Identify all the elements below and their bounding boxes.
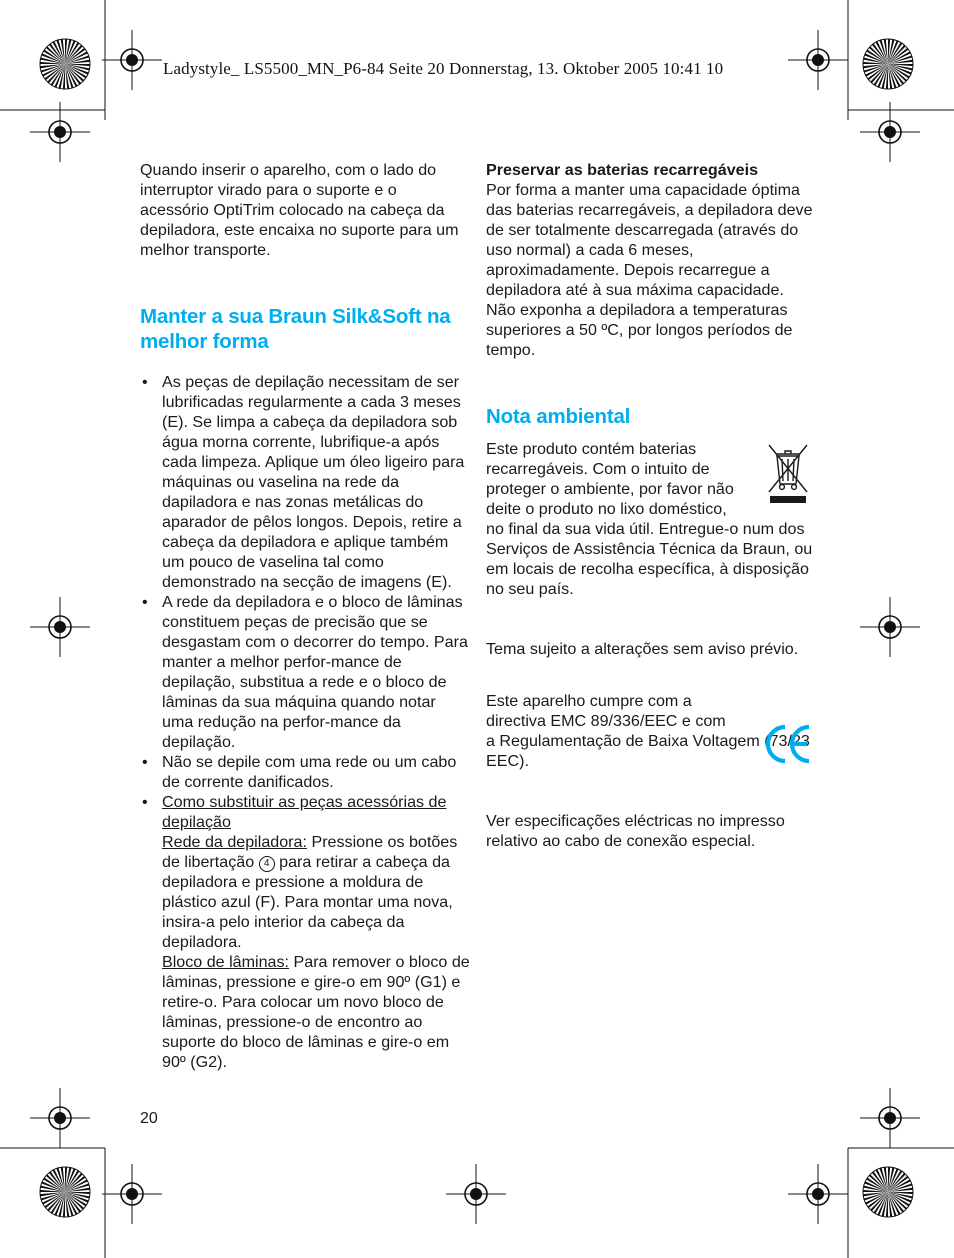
block-instructions	[162, 952, 470, 1072]
registration-mark-icon	[30, 597, 90, 657]
release-button-ref: 4	[259, 856, 275, 872]
registration-mark-icon	[30, 102, 90, 162]
foil-label: Rede da depiladora:	[162, 833, 307, 851]
list-item-replace-parts	[140, 792, 470, 1072]
battery-paragraph: Por forma a manter uma capacidade óptima das baterias recarregáveis, a depiladora deve de ser totalmente descarregada (através do uso normal) a cada 6 meses, aproximadamente. Depois recarregue a depiladora até à sua máxima capacidade. Não exponha a depiladora a temperaturas superiores a 50 ºC, por longos períodos de tempo.	[486, 181, 813, 359]
foil-text-1: Pressione os botões de libertação	[162, 833, 458, 871]
foil-instructions	[162, 832, 470, 952]
spec-notice: Ver especificações eléctricas no impresso relativo ao cabo de conexão especial.	[486, 812, 785, 850]
registration-mark-icon	[446, 1164, 506, 1224]
print-rosette-icon	[862, 38, 914, 90]
replace-parts-title: Como substituir as peças acessórias de depilação	[162, 793, 447, 831]
section-heading-care: Manter a sua Braun Silk&Soft na melhor forma	[140, 305, 451, 353]
crossed-out-wheelie-bin-icon	[766, 442, 810, 506]
section-heading-environment: Nota ambiental	[486, 405, 631, 428]
list-item: • As peças de depilação necessitam de ser lubrificadas regularmente a cada 3 meses (E). Se limpa a cabeça da depiladora sob água morna corrente, lubrifique-a após cada limpeza. Aplique um óleo ligeiro para máquinas ou vaselina na rede da dapiladora e nas zonas metálicas do aparador de pêlos longos. Depois, retire a cabeça da depiladora e aplique também um pouco de vaselina tal como demonstrado na secção de imagens (E).	[140, 372, 470, 592]
registration-mark-icon	[102, 30, 162, 90]
care-list	[140, 372, 470, 1072]
registration-mark-icon	[860, 1088, 920, 1148]
registration-mark-icon	[860, 597, 920, 657]
emc-paragraph-2: a Regulamentação de Baixa Voltagem (73/23 EEC).	[486, 732, 810, 770]
print-rosette-icon	[39, 1166, 91, 1218]
registration-mark-icon	[30, 1088, 90, 1148]
print-header: Ladystyle_ LS5500_MN_P6-84 Seite 20 Donnerstag, 13. Oktober 2005 10:41 10	[163, 59, 724, 78]
battery-title: Preservar as baterias recarregáveis	[486, 161, 759, 179]
emc-paragraph-1: Este aparelho cumpre com a directiva EMC 89/336/EEC e com	[486, 692, 726, 730]
changes-notice: Tema sujeito a alterações sem aviso prévio.	[486, 640, 799, 658]
page-number: 20	[140, 1110, 158, 1127]
list-item: • Não se depile com uma rede ou um cabo de corrente danificados.	[140, 752, 470, 792]
ce-mark-icon	[764, 722, 814, 766]
registration-mark-icon	[788, 1164, 848, 1224]
block-text: Para remover o bloco de lâminas, pressione e gire-o em 90º (G1) e retire-o. Para colocar um novo bloco de lâminas, pressione-o de encontro ao suporte do bloco de lâminas e gire-o em 90º (G2).	[162, 953, 470, 1071]
left-column	[140, 160, 470, 1072]
registration-mark-icon	[788, 30, 848, 90]
print-rosette-icon	[862, 1166, 914, 1218]
intro-paragraph: Quando inserir o aparelho, com o lado do interruptor virado para o suporte e o acessório OptiTrim colocado na cabeça da depiladora, este encaixa no suporte para um melhor transporte.	[140, 161, 459, 259]
registration-mark-icon	[860, 102, 920, 162]
foil-text-2: para retirar a cabeça da depiladora e pressione a moldura de plástico azul (F). Para montar uma nova, insira-a pelo interior da cabeça da depiladora.	[162, 853, 453, 951]
registration-mark-icon	[102, 1164, 162, 1224]
print-rosette-icon	[39, 38, 91, 90]
list-item: • A rede da depiladora e o bloco de lâminas constituem peças de precisão que se desgastam com o decorrer do tempo. Para manter a melhor perfor-mance de depilação, substitua a rede e o bloco de lâminas da sua máquina quando notar uma redução na perfor-mance da depilação.	[140, 592, 470, 752]
environment-paragraph-2: no final da sua vida útil. Entregue-o num dos Serviços de Assistência Técnica da Braun, ou em locais de recolha específica, à disposição no seu país.	[486, 520, 813, 598]
environment-paragraph-1: Este produto contém baterias recarregáveis. Com o intuito de proteger o ambiente, por favor não deite o produto no lixo doméstico,	[486, 440, 734, 518]
block-label: Bloco de lâminas:	[162, 953, 290, 971]
